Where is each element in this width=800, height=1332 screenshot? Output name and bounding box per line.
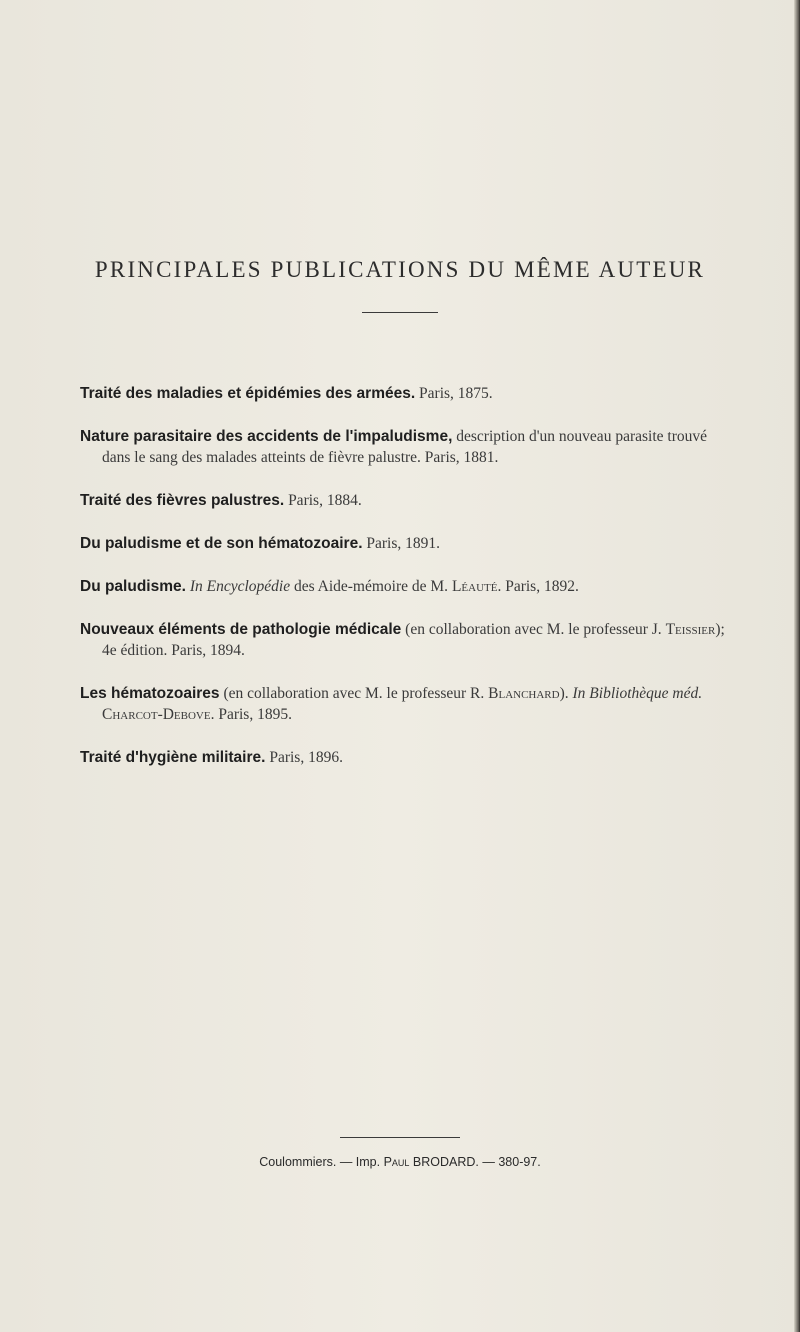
- heading-rule: [362, 312, 438, 313]
- publication-entry-3: [80, 490, 730, 511]
- publication-details: (en collaboration avec M. le professeur J.: [401, 621, 666, 638]
- publication-details: des Aide-mémoire de M.: [290, 578, 452, 595]
- page-heading: PRINCIPALES PUBLICATIONS DU MÊME AUTEUR: [94, 257, 706, 282]
- printer-name: Paul BRODARD: [383, 1155, 476, 1169]
- publication-entry-5: [80, 576, 730, 597]
- publication-details: description d'un nouveau parasite trouvé dans le sang des malades atteints de fièvre palustre. Paris, 1881.: [102, 428, 707, 466]
- publication-entry-4: [80, 533, 730, 554]
- publication-details: Paris, 1891.: [362, 535, 441, 552]
- publication-details: ); 4e édition. Paris, 1894.: [102, 621, 725, 659]
- publication-details: (en collaboration avec M. le professeur R.: [219, 685, 489, 702]
- publication-title: Nature parasitaire des accidents de l'impaludisme,: [80, 428, 453, 445]
- imprint-place: Coulommiers. — Imp.: [259, 1155, 384, 1169]
- publication-entry-2: [80, 426, 730, 468]
- publication-title: Traité des maladies et épidémies des armées.: [80, 385, 416, 402]
- collaborator-name: Teissier: [665, 621, 716, 638]
- publication-entry-7: [80, 683, 730, 725]
- printer-imprint: [0, 1155, 800, 1169]
- publication-details: ).: [559, 685, 569, 702]
- imprint-number: . — 380-97.: [475, 1155, 541, 1169]
- publication-title: Du paludisme.: [80, 578, 186, 595]
- publication-title: Traité d'hygiène militaire.: [80, 749, 266, 766]
- publication-entry-1: [80, 383, 730, 404]
- publication-details: . Paris, 1892.: [497, 578, 579, 595]
- editor-name: Léauté: [451, 578, 498, 595]
- publication-entry-6: [80, 619, 730, 661]
- publication-title: Traité des fièvres palustres.: [80, 492, 285, 509]
- publication-series: In Encyclopédie: [185, 578, 291, 595]
- publication-title: Nouveaux éléments de pathologie médicale: [80, 621, 402, 638]
- publication-series: In Bibliothèque méd.: [568, 685, 703, 702]
- publication-title: Les hématozoaires: [80, 685, 220, 702]
- imprint-rule: [340, 1137, 460, 1138]
- publication-details: . Paris, 1895.: [210, 706, 292, 723]
- publication-details: Paris, 1884.: [284, 492, 362, 509]
- publication-entry-8: [80, 747, 730, 768]
- publication-title: Du paludisme et de son hématozoaire.: [80, 535, 363, 552]
- publication-details: Paris, 1896.: [265, 749, 343, 766]
- collaborator-name: Blanchard: [488, 685, 560, 702]
- publication-list: [80, 383, 730, 790]
- page-edge-shadow: [794, 0, 800, 1332]
- publication-details: Paris, 1875.: [415, 385, 493, 402]
- editor-name: Charcot-Debove: [102, 706, 211, 723]
